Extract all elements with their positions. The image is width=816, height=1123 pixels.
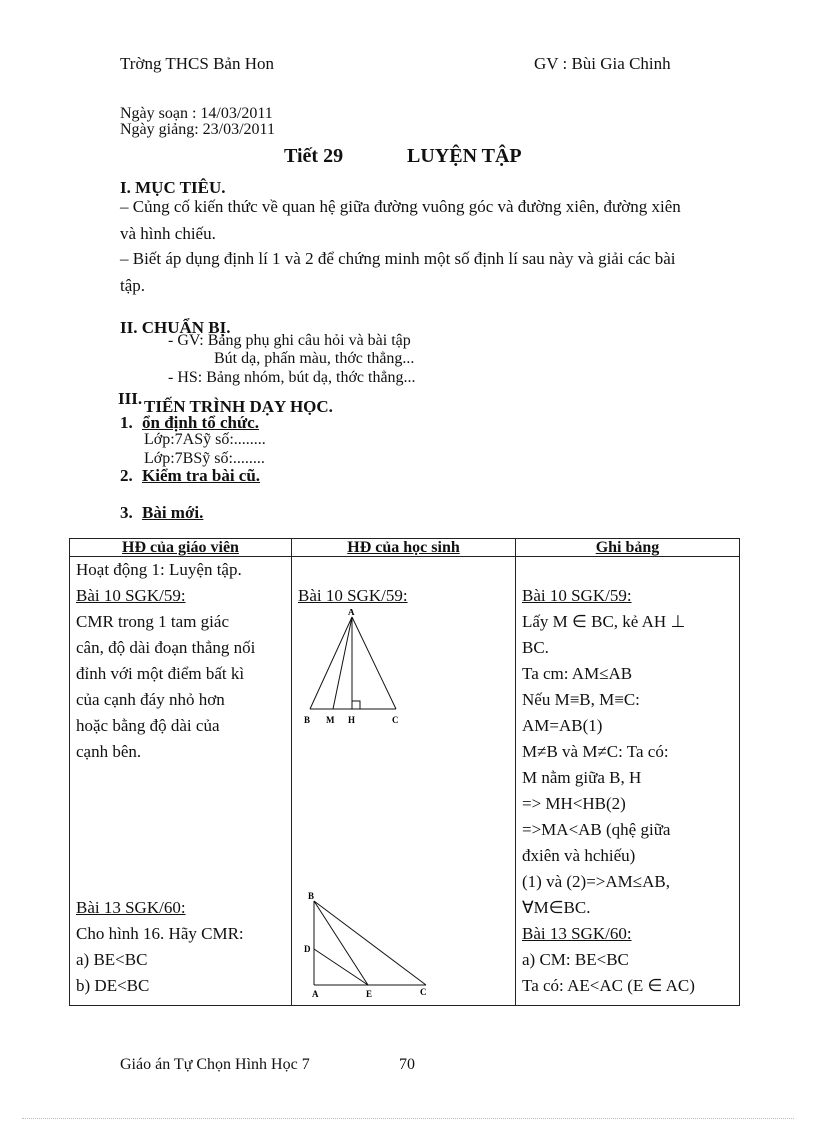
board-ex10-line: AM=AB(1) — [522, 716, 603, 735]
teacher-name: GV : Bùi Gia Chinh — [534, 54, 671, 73]
school-name: Trờng THCS Bản Hon — [120, 54, 274, 73]
label-d: D — [304, 944, 311, 954]
board-ex13-line: a) CM: BE<BC — [522, 950, 629, 969]
page-divider — [22, 1118, 794, 1119]
label-a: A — [312, 989, 319, 999]
right-triangle-figure — [300, 889, 440, 1001]
label-b: B — [304, 715, 311, 725]
board-ex10-title: Bài 10 SGK/59: — [522, 586, 632, 605]
board-ex10-line: M nằm giữa B, H — [522, 768, 642, 787]
label-e: E — [366, 989, 373, 999]
lesson-title: LUYỆN TẬP — [407, 145, 522, 167]
class-7b: Lớp:7BSỹ số:........ — [144, 450, 265, 467]
label-c: C — [392, 715, 399, 725]
teacher-ex10-line: đỉnh với một điểm bất kì — [76, 664, 245, 683]
board-ex13-line: Ta có: AE<AC (E ∈ AC) — [522, 976, 695, 995]
board-ex10-line: đxiên và hchiếu) — [522, 846, 636, 865]
teacher-ex10-line: CMR trong 1 tam giác — [76, 612, 229, 631]
footer-course: Giáo án Tự Chọn Hình Học 7 — [120, 1056, 310, 1073]
label-b: B — [308, 891, 315, 901]
board-ex10-line: Nếu M≡B, M≡C: — [522, 690, 640, 709]
objective-item-1: – Củng cố kiến thức về quan hệ giữa đường vuông góc và đường xiên, đường xiên và hình chiếu. — [120, 197, 681, 243]
prepared-date: Ngày soạn : 14/03/2011 — [120, 105, 273, 122]
section-process-number: III. — [118, 389, 143, 408]
step-3-label: Bài mới. — [142, 503, 204, 522]
section-objectives-heading: I. MỤC TIÊU. — [120, 178, 226, 197]
board-ex10-line: (1) và (2)=>AM≤AB, — [522, 872, 670, 891]
label-c: C — [420, 987, 427, 997]
lesson-table — [69, 538, 740, 1006]
label-a: A — [348, 609, 355, 617]
teacher-ex10-line: cân, độ dài đoạn thẳng nối — [76, 638, 256, 657]
board-ex10-line: =>MA<AB (qhệ giữa — [522, 820, 671, 839]
teacher-ex13-line: b) DE<BC — [76, 976, 150, 995]
step-1-label: ổn định tổ chức. — [142, 413, 259, 432]
period-number: Tiết 29 — [284, 145, 344, 167]
teacher-ex10-line: hoặc bằng độ dài của — [76, 716, 220, 735]
header-student-activity: HĐ của học sinh — [292, 539, 516, 557]
class-7a: Lớp:7ASỹ số:........ — [144, 431, 266, 448]
teacher-ex13-title: Bài 13 SGK/60: — [76, 898, 186, 917]
activity-title: Hoạt động 1: Luyện tập. — [76, 560, 242, 579]
header-board-notes: Ghi bảng — [516, 539, 740, 557]
teacher-prep: - GV: Bảng phụ ghi câu hỏi và bài tập — [168, 332, 411, 349]
student-prep: - HS: Bảng nhóm, bút dạ, thớc thẳng... — [168, 369, 416, 386]
label-h: H — [348, 715, 356, 725]
board-column — [516, 557, 740, 1006]
step-1-number: 1. — [120, 413, 133, 432]
header-teacher-activity: HĐ của giáo viên — [70, 539, 292, 557]
board-ex10-line: => MH<HB(2) — [522, 794, 626, 813]
taught-date: Ngày giảng: 23/03/2011 — [120, 121, 275, 138]
label-m: M — [326, 715, 335, 725]
board-ex10-line: BC. — [522, 638, 549, 657]
teacher-column — [70, 557, 292, 1006]
table-header-row — [70, 539, 740, 557]
board-ex10-line: Ta cm: AM≤AB — [522, 664, 633, 683]
teacher-ex13-line: a) BE<BC — [76, 950, 148, 969]
step-3-number: 3. — [120, 503, 133, 522]
teacher-ex10-line: của cạnh đáy nhỏ hơn — [76, 690, 225, 709]
board-ex10-line: M≠B và M≠C: Ta có: — [522, 742, 669, 761]
table-row — [70, 557, 740, 1006]
teacher-ex10-line: cạnh bên. — [76, 742, 142, 761]
student-ex10-title: Bài 10 SGK/59: — [298, 586, 408, 605]
step-2-label: Kiểm tra bài cũ. — [142, 466, 261, 485]
student-column — [292, 557, 516, 1006]
section-process-heading: TIẾN TRÌNH DẠY HỌC. — [144, 397, 333, 416]
section-preparation-heading: II. CHUẨN BỊ. — [120, 318, 231, 337]
teacher-ex10-title: Bài 10 SGK/59: — [76, 586, 186, 605]
objective-item-2: – Biết áp dụng định lí 1 và 2 để chứng minh một số định lí sau này và giải các bài tập. — [120, 249, 676, 295]
board-ex10-line: ∀M∈BC. — [522, 898, 591, 917]
board-ex10-line: Lấy M ∈ BC, kẻ AH ⊥ — [522, 612, 686, 631]
isosceles-triangle-figure — [300, 609, 420, 729]
board-ex13-title: Bài 13 SGK/60: — [522, 924, 632, 943]
teacher-ex13-line: Cho hình 16. Hãy CMR: — [76, 924, 244, 943]
step-2-number: 2. — [120, 466, 133, 485]
page-number: 70 — [399, 1056, 415, 1073]
teacher-prep-tools: Bút dạ, phấn màu, thớc thẳng... — [214, 350, 415, 367]
